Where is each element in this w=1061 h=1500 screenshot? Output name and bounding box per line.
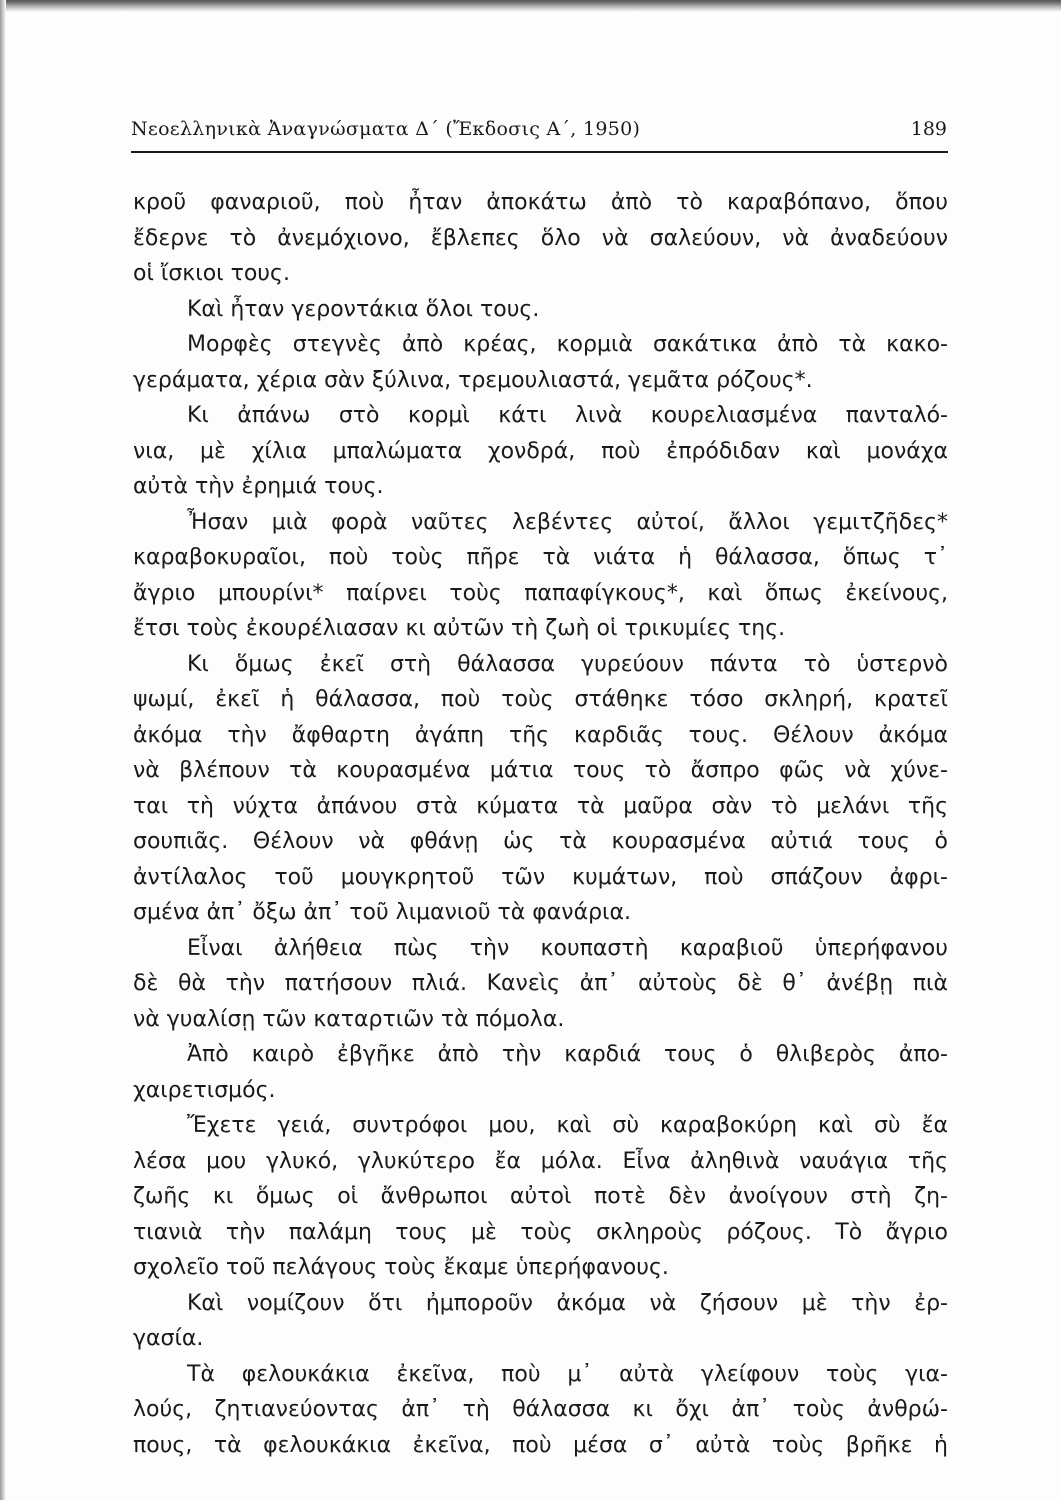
page-number: 189 [910,118,947,140]
text-line: λούς, ζητιανεύοντας ἀπ᾽ τὴ θάλασσα κι ὄχι ἀπ᾽ τοὺς ἀνθρώ- [133,1397,948,1422]
text-line: Ἔχετε γειά, συντρόφοι μου, καὶ σὺ καραβοκύρη καὶ σὺ ἔα [187,1113,948,1138]
text-line: σχολεῖο τοῦ πελάγους τοὺς ἔκαμε ὑπερήφανους. [133,1255,669,1280]
text-line: νια, μὲ χίλια μπαλώματα χονδρά, ποὺ ἐπρόδιδαν καὶ μονάχα [133,438,948,464]
text-line: Εἶναι ἀλήθεια πὼς τὴν κουπαστὴ καραβιοῦ ὑπερήφανου [187,935,948,961]
text-line: ἀκόμα τὴν ἄφθαρτη ἀγάπη τῆς καρδιᾶς τους. Θέλουν ἀκόμα [133,722,948,748]
text-line: νὰ γυαλίσῃ τῶν καταρτιῶν τὰ πόμολα. [133,1006,565,1032]
text-line: καραβοκυραῖοι, ποὺ τοὺς πῆρε τὰ νιάτα ἡ θάλασσα, ὅπως τ᾽ [133,545,948,570]
text-line: δὲ θὰ τὴν πατήσουν πλιά. Κανεὶς ἀπ᾽ αὐτοὺς δὲ θ᾽ ἀνέβῃ πιὰ [133,971,948,996]
text-line: γασία. [133,1326,204,1351]
text-line: οἱ ἴσκιοι τους. [133,261,290,286]
text-line: Μορφὲς στεγνὲς ἀπὸ κρέας, κορμιὰ σακάτικα ἀπὸ τὰ κακο- [187,332,948,357]
text-line: κροῦ φαναριοῦ, ποὺ ἦταν ἀποκάτω ἀπὸ τὸ καραβόπανο, ὅπου [133,190,948,215]
text-line: ζωῆς κι ὅμως οἱ ἄνθρωποι αὐτοὶ ποτὲ δὲν ἀνοίγουν στὴ ζη- [133,1184,948,1209]
text-line: Καὶ νομίζουν ὅτι ἠμποροῦν ἀκόμα νὰ ζήσουν μὲ τὴν ἐρ- [187,1290,948,1316]
text-line: τιανιὰ τὴν παλάμη τους μὲ τοὺς σκληροὺς ρόζους. Τὸ ἄγριο [133,1219,948,1245]
text-line: ἄγριο μπουρίνι* παίρνει τοὺς παπαφίγκους*, καὶ ὅπως ἐκείνους, [133,580,948,606]
text-line: λέσα μου γλυκό, γλυκύτερο ἔα μόλα. Εἶνα ἀληθινὰ ναυάγια τῆς [133,1148,948,1174]
text-line: γεράματα, χέρια σὰν ξύλινα, τρεμουλιαστά, γεμᾶτα ρόζους*. [133,367,813,393]
text-line: Ἦσαν μιὰ φορὰ ναῦτες λεβέντες αὐτοί, ἄλλοι γεμιτζῆδες* [187,509,948,535]
text-line: ἔδερνε τὸ ἀνεμόχιονο, ἔβλεπες ὅλο νὰ σαλεύουν, νὰ ἀναδεύουν [133,225,948,251]
text-line: νὰ βλέπουν τὰ κουρασμένα μάτια τους τὸ ἄσπρο φῶς νὰ χύνε- [133,758,948,783]
text-line: Τὰ φελουκάκια ἐκεῖνα, ποὺ μ᾽ αὐτὰ γλείφουν τοὺς για- [187,1361,948,1387]
text-line: Ἀπὸ καιρὸ ἐβγῆκε ἀπὸ τὴν καρδιά τους ὁ θλιβερὸς ἀπο- [187,1042,948,1067]
text-line: ἀντίλαλος τοῦ μουγκρητοῦ τῶν κυμάτων, ποὺ σπάζουν ἀφρι- [133,864,948,890]
header-rule [131,151,948,153]
scan-edge-left [0,0,6,1500]
text-line: Καὶ ἦταν γεροντάκια ὅλοι τους. [187,296,540,322]
body-text [133,185,948,1463]
page-header [131,118,951,148]
text-line: ψωμί, ἐκεῖ ἡ θάλασσα, ποὺ τοὺς στάθηκε τόσο σκληρή, κρατεῖ [133,687,948,712]
text-line: Κι ἀπάνω στὸ κορμὶ κάτι λινὰ κουρελιασμένα πανταλό- [187,403,948,428]
text-line: σμένα ἀπ᾽ ὄξω ἀπ᾽ τοῦ λιμανιοῦ τὰ φανάρια. [133,900,631,925]
text-line: ἔτσι τοὺς ἐκουρέλιασαν κι αὐτῶν τὴ ζωὴ οἱ τρικυμίες της. [133,616,786,641]
text-line: αὐτὰ τὴν ἐρημιά τους. [133,474,384,499]
text-line: πους, τὰ φελουκάκια ἐκεῖνα, ποὺ μέσα σ᾽ αὐτὰ τοὺς βρῆκε ἡ [133,1432,948,1458]
text-line: σουπιᾶς. Θέλουν νὰ φθάνῃ ὡς τὰ κουρασμένα αὐτιά τους ὁ [133,829,948,854]
scan-edge-top [0,0,1061,12]
text-line: ται τὴ νύχτα ἀπάνου στὰ κύματα τὰ μαῦρα σὰν τὸ μελάνι τῆς [133,793,948,819]
running-title: Νεοελληνικὰ Ἀναγνώσματα Δ΄ (Ἔκδοσις Α΄, 1950) [131,118,641,140]
text-line: χαιρετισμός. [133,1077,276,1103]
text-line: Κι ὅμως ἐκεῖ στὴ θάλασσα γυρεύουν πάντα τὸ ὑστερνὸ [187,651,948,677]
